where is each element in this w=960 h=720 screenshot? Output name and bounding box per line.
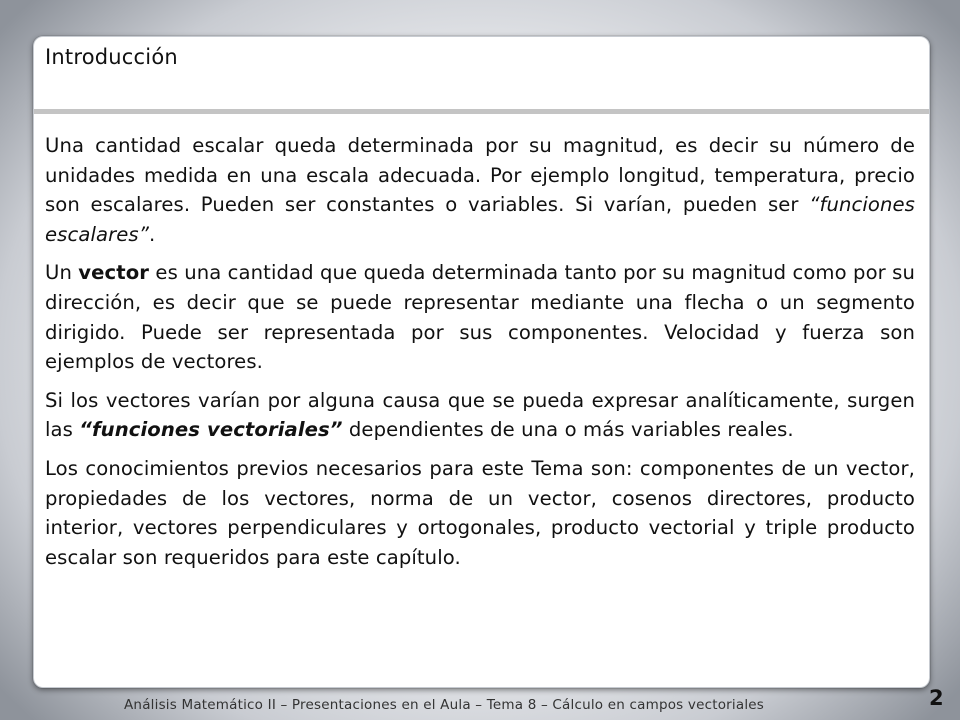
- emphasis-vector: vector: [78, 261, 150, 285]
- page-number: 2: [929, 686, 944, 710]
- paragraph-text: Un: [45, 261, 79, 285]
- title-bar: [34, 37, 929, 109]
- paragraph-vector: [45, 258, 915, 376]
- footer-caption: Análisis Matemático II – Presentaciones en el Aula – Tema 8 – Cálculo en campos vectoriales: [124, 697, 765, 713]
- paragraph-text: dependientes de una o más variables reales.: [342, 418, 794, 442]
- emphasis-funciones-vectoriales-text: “funciones vectoriales”: [79, 418, 343, 442]
- paragraph-escalar: [45, 131, 915, 249]
- emphasis-funciones-escalares: “funciones escalares”: [45, 193, 915, 246]
- slide-title: Introducción: [45, 45, 178, 69]
- paragraph-funciones-vectoriales: [45, 386, 915, 445]
- paragraph-text: Si los vectores varían por alguna causa que se pueda expresar analíticamente, surgen las: [45, 388, 915, 442]
- emphasis-funciones-vectoriales: [79, 418, 342, 441]
- title-divider: [34, 109, 929, 114]
- slide-card: [33, 36, 930, 688]
- slide-body: [45, 131, 915, 581]
- paragraph-text: .: [148, 222, 156, 246]
- paragraph-text: Una cantidad escalar queda determinada por su magnitud, es decir su número de unidades medida en una escala adecuada. Por ejemplo longitud, temperatura, precio son escalares. Pueden ser constantes o variables. Si varían, pueden ser: [45, 134, 915, 217]
- paragraph-text: es una cantidad que queda determinada tanto por su magnitud como por su dirección, es decir que se puede representar mediante una flecha o un segmento dirigido. Puede ser representada por sus componentes. Velocidad y fuerza son ejemplos de vectores.: [45, 261, 915, 374]
- paragraph-conocimientos-previos: Los conocimientos previos necesarios para este Tema son: componentes de un vector, propiedades de los vectores, norma de un vector, cosenos directores, producto interior, vectores perpendiculares y ortogonales, producto vectorial y triple producto escalar son requeridos para este capítulo.: [45, 456, 915, 569]
